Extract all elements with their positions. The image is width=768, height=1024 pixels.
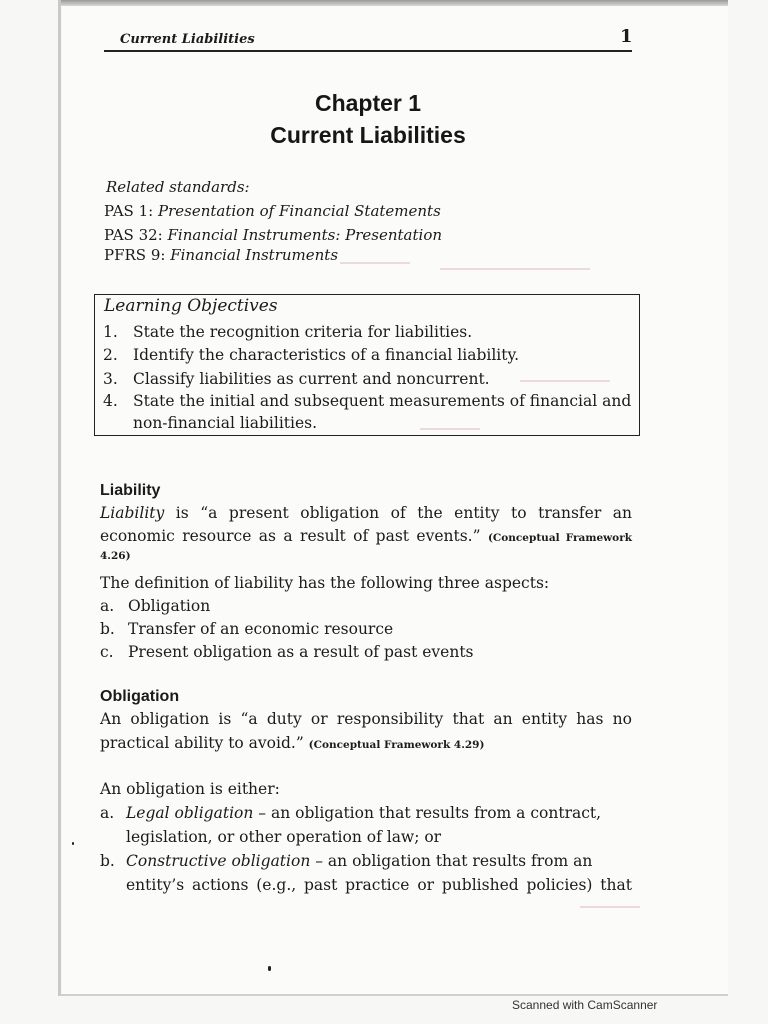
obligation-type-term: Constructive obligation	[126, 852, 311, 870]
standard-item	[104, 226, 442, 244]
scan-speck	[72, 842, 74, 845]
running-header-title: Current Liabilities	[120, 32, 255, 47]
list-marker: a.	[100, 804, 115, 822]
highlight-mark	[440, 268, 590, 270]
standard-title: Financial Instruments	[170, 246, 339, 264]
chapter-title: Current Liabilities	[270, 122, 466, 148]
obligation-type-item	[100, 804, 632, 822]
aspect-text: Present obligation as a result of past events	[128, 643, 474, 661]
obligation-type-text: – an obligation that results from an	[310, 852, 593, 870]
obligation-either-intro: An obligation is either:	[100, 780, 280, 798]
objective-text: State the recognition criteria for liabilities.	[133, 323, 473, 341]
standard-code: PAS 1:	[104, 202, 154, 220]
liability-definition-line	[100, 504, 632, 522]
standard-code: PFRS 9:	[104, 246, 166, 264]
definition-text: is “a present obligation of the entity to transfer an	[164, 504, 632, 522]
scanner-watermark: Scanned with CamScanner	[512, 998, 658, 1012]
standard-item	[104, 202, 441, 220]
definition-text: practical ability to avoid.”	[100, 734, 309, 752]
page-number: 1	[620, 26, 633, 47]
objective-text: Identify the characteristics of a financial liability.	[133, 346, 520, 364]
aspect-item	[100, 643, 474, 661]
scan-left-edge	[58, 0, 61, 996]
objective-item	[103, 321, 472, 344]
section-heading-liability: Liability	[100, 482, 161, 499]
obligation-type-term: Legal obligation	[126, 804, 254, 822]
objective-text: State the initial and subsequent measurements of financial and	[133, 392, 632, 410]
standard-title: Financial Instruments: Presentation	[167, 226, 443, 244]
objective-item	[103, 390, 631, 413]
citation: (Conceptual Framework 4.26)	[100, 532, 632, 562]
standard-title: Presentation of Financial Statements	[157, 202, 441, 220]
related-standards-label: Related standards:	[106, 178, 250, 196]
list-marker: b.	[100, 620, 115, 638]
aspect-item	[100, 597, 210, 615]
objective-number: 1.	[103, 323, 118, 341]
obligation-definition-line	[100, 734, 632, 752]
highlight-mark	[580, 906, 640, 908]
aspect-text: Transfer of an economic resource	[128, 620, 394, 638]
aspect-item	[100, 620, 393, 638]
objective-number: 2.	[103, 346, 118, 364]
list-marker: a.	[100, 597, 115, 615]
objective-item	[103, 368, 490, 391]
objective-item	[103, 344, 519, 367]
chapter-number: Chapter 1	[314, 90, 422, 116]
citation: (Conceptual Framework 4.29)	[308, 739, 485, 751]
aspects-intro: The definition of liability has the following three aspects:	[100, 574, 550, 592]
scan-speck	[268, 966, 271, 971]
obligation-definition-line: An obligation is “a duty or responsibility that an entity has no	[100, 710, 632, 728]
obligation-type-continuation: legislation, or other operation of law; or	[126, 828, 442, 846]
objective-number: 3.	[103, 370, 118, 388]
standard-item	[104, 246, 338, 264]
learning-objectives-heading: Learning Objectives	[104, 296, 278, 316]
defined-term: Liability	[100, 504, 165, 522]
objective-continuation: non-financial liabilities.	[133, 414, 318, 432]
obligation-type-text: – an obligation that results from a contract,	[253, 804, 602, 822]
scan-bottom-edge	[60, 994, 728, 996]
highlight-mark	[340, 262, 410, 264]
list-marker: c.	[100, 643, 114, 661]
objective-number: 4.	[103, 392, 118, 410]
standard-code: PAS 32:	[104, 226, 163, 244]
list-marker: b.	[100, 852, 115, 870]
aspect-text: Obligation	[128, 597, 211, 615]
section-heading-obligation: Obligation	[100, 688, 180, 705]
header-rule	[104, 50, 632, 52]
objective-text: Classify liabilities as current and noncurrent.	[133, 370, 490, 388]
liability-definition-line	[100, 527, 632, 563]
definition-text: economic resource as a result of past events.”	[100, 527, 488, 545]
obligation-type-continuation: entity’s actions (e.g., past practice or published policies) that	[126, 876, 632, 894]
obligation-type-item	[100, 852, 632, 870]
